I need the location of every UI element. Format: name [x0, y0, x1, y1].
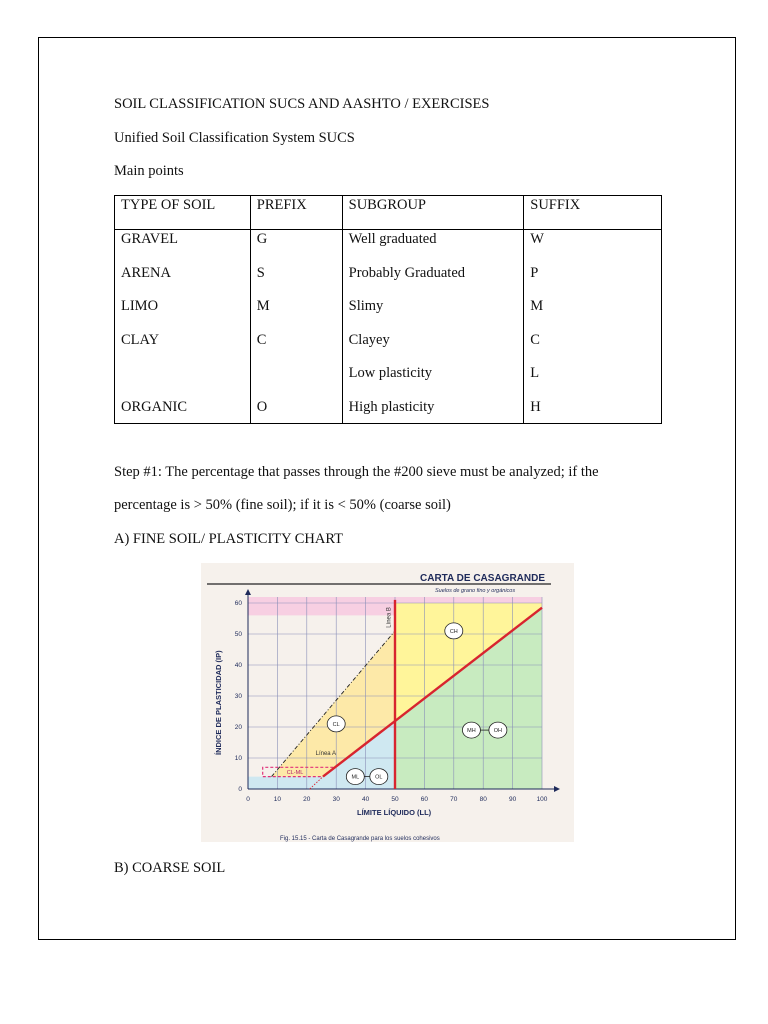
- table-cell: O: [250, 399, 342, 424]
- region-label: CH: [449, 628, 458, 635]
- table-cell: C: [250, 332, 342, 366]
- region-label: CL: [332, 721, 340, 728]
- x-tick-label: 0: [246, 796, 250, 803]
- table-cell: Probably Graduated: [342, 265, 524, 299]
- region-label: MH: [467, 728, 476, 735]
- step1-text-line2: percentage is > 50% (fine soil); if it is < 50% (coarse soil): [114, 497, 451, 513]
- x-tick-label: 30: [332, 796, 340, 803]
- section-b-heading: B) COARSE SOIL: [114, 860, 226, 876]
- y-tick-label: 20: [234, 724, 242, 731]
- region-label: ML: [351, 774, 360, 781]
- chart-title: CARTA DE CASAGRANDE: [420, 573, 545, 584]
- x-tick-label: 10: [273, 796, 282, 803]
- table-header-cell: PREFIX: [250, 196, 342, 230]
- step1-text-line1: Step #1: The percentage that passes through the #200 sieve must be analyzed; if the: [114, 464, 599, 480]
- table-cell: Clayey: [342, 332, 524, 366]
- table-header-row: [115, 196, 662, 230]
- y-tick-label: 30: [234, 693, 242, 700]
- table-header-cell: SUBGROUP: [342, 196, 524, 230]
- table-row: [115, 332, 662, 366]
- y-tick-label: 50: [234, 631, 242, 638]
- table-cell: S: [250, 265, 342, 299]
- table-cell: G: [250, 230, 342, 265]
- y-tick-label: 0: [238, 786, 242, 793]
- table-header-cell: SUFFIX: [524, 196, 662, 230]
- table-row: [115, 230, 662, 265]
- soil-classification-table: [114, 195, 662, 424]
- table-cell: W: [524, 230, 662, 265]
- main-points-label: Main points: [114, 163, 184, 179]
- b-line-label: Línea B: [386, 607, 393, 628]
- x-axis-arrow: [554, 786, 560, 792]
- table-cell: Low plasticity: [342, 365, 524, 399]
- table-cell: P: [524, 265, 662, 299]
- table-cell: [250, 365, 342, 399]
- casagrande-chart-svg: [201, 563, 574, 842]
- a-line-label: Línea A: [315, 750, 336, 757]
- x-axis-label: LÍMITE LÍQUIDO (LL): [357, 808, 432, 817]
- x-tick-label: 50: [391, 796, 399, 803]
- table-cell: ORGANIC: [115, 399, 251, 424]
- table-row: [115, 298, 662, 332]
- y-tick-label: 10: [234, 755, 242, 762]
- table-cell: C: [524, 332, 662, 366]
- table-cell: Slimy: [342, 298, 524, 332]
- table-cell: LIMO: [115, 298, 251, 332]
- table-cell: CLAY: [115, 332, 251, 366]
- table-cell: [115, 365, 251, 399]
- x-tick-label: 40: [361, 796, 370, 803]
- document-title: SOIL CLASSIFICATION SUCS AND AASHTO / EXERCISES: [114, 96, 490, 112]
- y-tick-label: 40: [234, 662, 242, 669]
- region-label: OH: [493, 728, 503, 735]
- table-cell: GRAVEL: [115, 230, 251, 265]
- document-subtitle: Unified Soil Classification System SUCS: [114, 130, 355, 146]
- table-row: [115, 265, 662, 299]
- table-cell: High plasticity: [342, 399, 524, 424]
- table-cell: M: [250, 298, 342, 332]
- x-tick-label: 60: [420, 796, 429, 803]
- table-header-cell: TYPE OF SOIL: [115, 196, 251, 230]
- y-axis-arrow: [245, 589, 251, 595]
- x-tick-label: 100: [536, 796, 548, 803]
- table-cell: H: [524, 399, 662, 424]
- x-tick-label: 70: [450, 796, 458, 803]
- x-tick-label: 80: [479, 796, 487, 803]
- table-cell: ARENA: [115, 265, 251, 299]
- x-tick-label: 20: [303, 796, 311, 803]
- y-axis-label: ÍNDICE DE PLASTICIDAD (IP): [214, 650, 223, 755]
- table-row: [115, 365, 662, 399]
- casagrande-chart: [201, 563, 574, 842]
- table-cell: L: [524, 365, 662, 399]
- chart-subtitle: Suelos de grano fino y orgánicos: [435, 588, 516, 594]
- y-tick-label: 60: [234, 600, 242, 607]
- x-tick-label: 90: [508, 796, 517, 803]
- table-row: [115, 399, 662, 424]
- table-cell: M: [524, 298, 662, 332]
- region-label: OL: [375, 774, 383, 781]
- table-cell: Well graduated: [342, 230, 524, 265]
- section-a-heading: A) FINE SOIL/ PLASTICITY CHART: [114, 531, 343, 547]
- chart-caption: Fig. 15.15 - Carta de Casagrande para los suelos cohesivos: [280, 836, 440, 842]
- region-label-cl-ml: CL-ML: [286, 769, 304, 776]
